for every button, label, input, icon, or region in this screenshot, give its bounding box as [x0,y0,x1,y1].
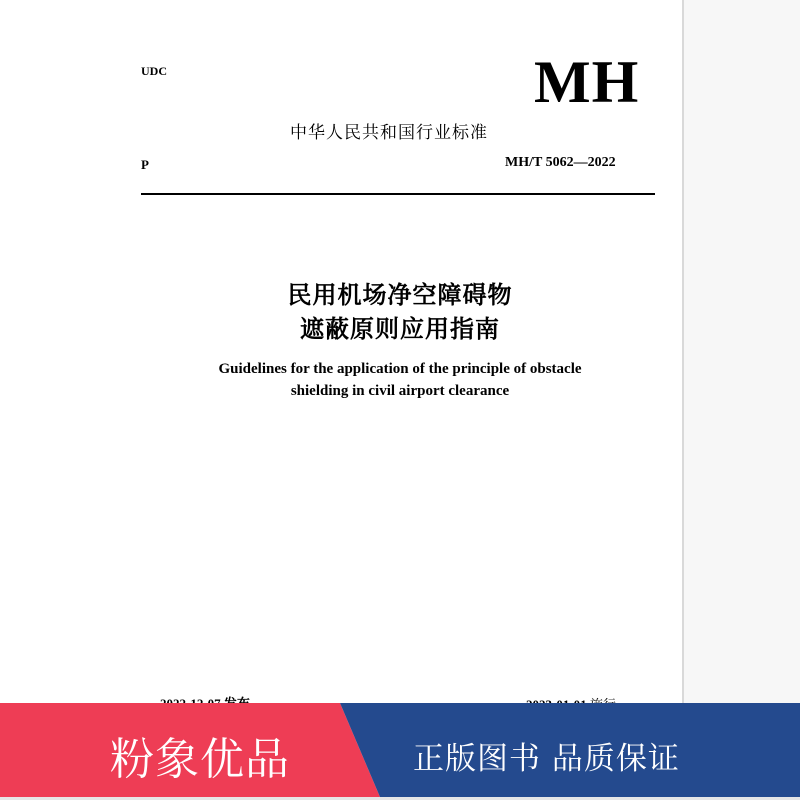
title-zh-line-1: 民用机场净空障碍物 [287,281,513,309]
page-edge-strip [682,0,800,800]
mh-logo: MH [534,49,640,115]
title-zh-line-2: 遮蔽原则应用指南 [300,315,500,343]
shop-name: 粉象优品 [110,734,290,785]
standard-number: MH/T 5062—2022 [505,155,616,170]
header-divider [141,193,655,195]
promo-banner [0,703,800,797]
standard-type-title: 中华人民共和国行业标准 [290,123,488,143]
classification-code: P [141,157,149,172]
quality-slogan: 正版图书 品质保证 [413,741,680,777]
udc-label: UDC [141,64,167,78]
title-en-line-2: shielding in civil airport clearance [290,383,510,399]
title-en-line-1: Guidelines for the application of the principle of obstacle [218,361,582,377]
